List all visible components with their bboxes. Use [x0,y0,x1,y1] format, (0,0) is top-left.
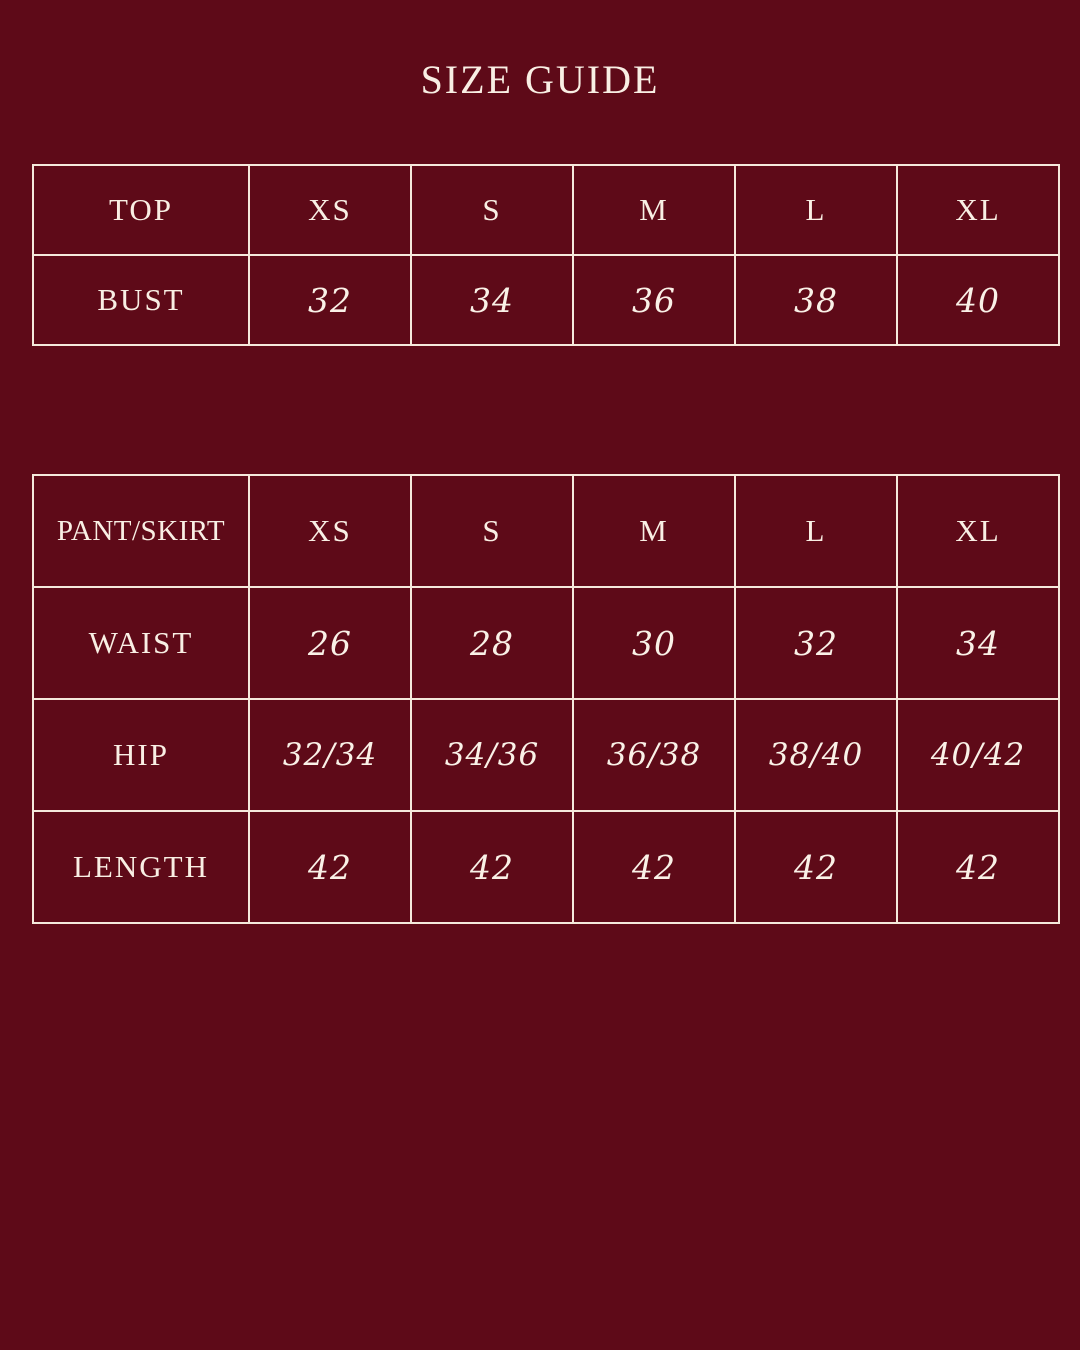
pant-length-s: 42 [411,811,573,923]
top-column-header-xl: XL [897,165,1059,255]
table-row [33,255,1059,345]
top-corner-label: TOP [33,165,249,255]
pant-skirt-size-table [32,474,1060,924]
top-column-header-l: L [735,165,897,255]
pant-row-label-hip: HIP [33,699,249,811]
pant-length-l: 42 [735,811,897,923]
pant-row-label-waist: WAIST [33,587,249,699]
pant-hip-l: 38/40 [735,699,897,811]
pant-length-m: 42 [573,811,735,923]
top-bust-l: 38 [735,255,897,345]
top-column-header-s: S [411,165,573,255]
pant-waist-m: 30 [573,587,735,699]
top-size-table [32,164,1060,346]
pant-hip-m: 36/38 [573,699,735,811]
pant-column-header-xs: XS [249,475,411,587]
top-bust-m: 36 [573,255,735,345]
table-header-row [33,475,1059,587]
pant-column-header-m: M [573,475,735,587]
top-column-header-xs: XS [249,165,411,255]
table-header-row [33,165,1059,255]
pant-hip-xs: 32/34 [249,699,411,811]
pant-waist-xs: 26 [249,587,411,699]
pant-column-header-s: S [411,475,573,587]
pant-hip-s: 34/36 [411,699,573,811]
pant-waist-xl: 34 [897,587,1059,699]
table-row [33,587,1059,699]
top-column-header-m: M [573,165,735,255]
top-row-label-bust: BUST [33,255,249,345]
pant-length-xl: 42 [897,811,1059,923]
pant-waist-l: 32 [735,587,897,699]
top-bust-xs: 32 [249,255,411,345]
pant-length-xs: 42 [249,811,411,923]
table-row [33,811,1059,923]
top-bust-xl: 40 [897,255,1059,345]
pant-hip-xl: 40/42 [897,699,1059,811]
pant-row-label-length: LENGTH [33,811,249,923]
page-title: SIZE GUIDE [420,57,660,102]
table-row [33,699,1059,811]
pant-column-header-xl: XL [897,475,1059,587]
pant-column-header-l: L [735,475,897,587]
pant-waist-s: 28 [411,587,573,699]
top-bust-s: 34 [411,255,573,345]
pant-corner-label: PANT/SKIRT [33,475,249,587]
